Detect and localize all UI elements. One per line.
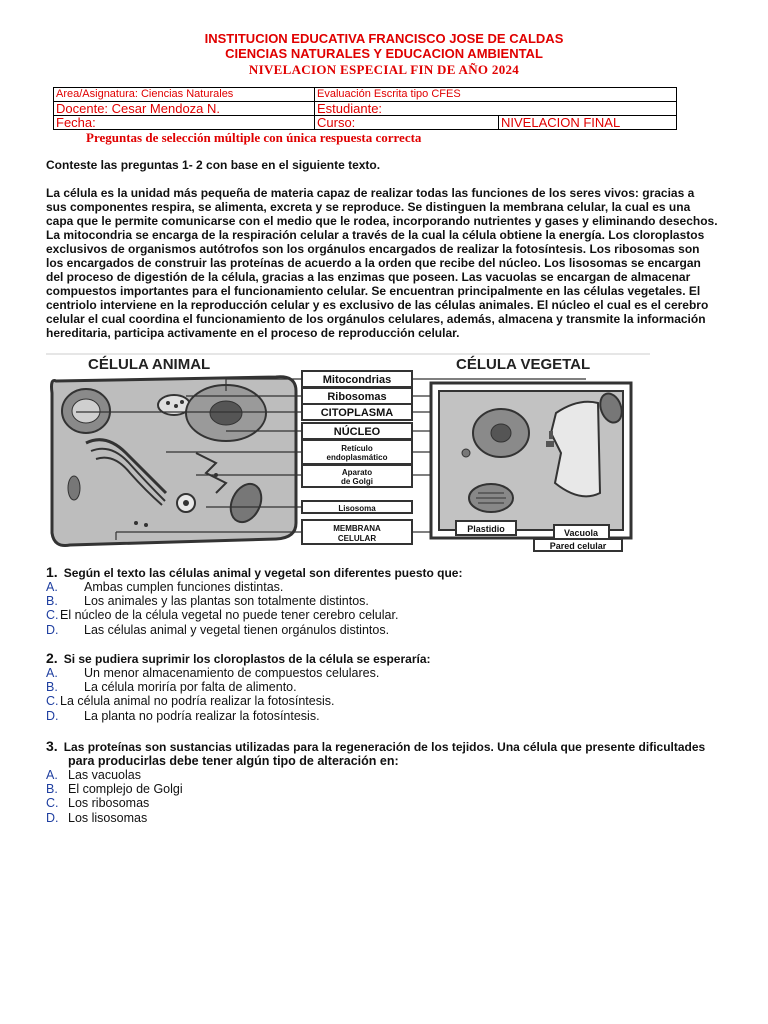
passage-line: centriolo interviene en la reproducción celular y es exclusivo de las células animales. El núcleo el cual es el cerebro (46, 298, 709, 312)
info-table (53, 87, 677, 130)
option-letter: B. (46, 594, 58, 609)
cell-diagram (46, 353, 650, 553)
option-text: Las vacuolas (68, 768, 141, 782)
option-letter: A. (46, 580, 58, 594)
subject-title: CIENCIAS NATURALES Y EDUCACION AMBIENTAL (225, 46, 543, 61)
option-text: El complejo de Golgi (68, 782, 183, 797)
evaluation-cell: Evaluación Escrita tipo CFES (315, 88, 677, 102)
plant-cell (431, 383, 631, 538)
label-pared-celular: Pared celular (549, 541, 607, 551)
option-text: La célula animal no podría realizar la fotosíntesis. (60, 694, 335, 709)
option-text: Un menor almacenamiento de compuestos celulares. (84, 666, 380, 680)
label-membrana-2: CELULAR (337, 534, 377, 543)
passage-line: La mitocondria se encarga de la respiración celular a través de la cual la célula obtiene la energía. Los cloroplastos (46, 228, 705, 242)
option-d[interactable] (46, 623, 746, 637)
label-reticulo-1: Retículo (341, 444, 373, 453)
question-text-line-2: para producirlas debe tener algún tipo de alteración en: (68, 754, 399, 768)
animal-cell-title: CÉLULA ANIMAL (88, 356, 211, 373)
option-text: El núcleo de la célula vegetal no puede tener cerebro celular. (60, 608, 399, 623)
option-text: Los ribosomas (68, 796, 150, 811)
label-citoplasma: CITOPLASMA (320, 407, 394, 419)
option-letter: D. (46, 708, 59, 723)
option-text: Las células animal y vegetal tienen orgánulos distintos. (84, 622, 390, 637)
label-nucleo: NÚCLEO (333, 426, 381, 438)
option-text: La planta no podría realizar la fotosíntesis. (84, 708, 320, 723)
option-c[interactable] (46, 694, 746, 708)
label-mitocondrias: Mitocondrias (322, 374, 392, 386)
passage-line: compuestos importantes para el funcionamiento celular. Se encuentran principalmente en las células vegetales. El (46, 284, 701, 298)
option-a[interactable] (46, 768, 746, 782)
question-number: 2. (46, 650, 58, 666)
option-b[interactable] (46, 594, 746, 608)
passage-line: celular el cual coordina el funcionamiento de los orgánulos celulares, además, almacena y transmite la información (46, 312, 706, 326)
option-letter: A. (46, 666, 58, 680)
passage-line: hereditaria, participa activamente en el proceso de reproducción celular. (46, 326, 460, 340)
label-ribosomas: Ribosomas (327, 391, 387, 403)
passage-line: los encargados de construir las proteínas de acuerdo a la orden que recibe del núcleo. Los lisosomas se encargan (46, 256, 701, 270)
question-number: 1. (46, 564, 58, 580)
option-text: Los animales y las plantas son totalmente distintos. (84, 594, 369, 609)
plant-cell-title: CÉLULA VEGETAL (456, 356, 591, 373)
label-golgi-2: de Golgi (341, 477, 373, 486)
label-membrana-1: MEMBRANA (333, 524, 381, 533)
option-a[interactable] (46, 666, 746, 680)
question-text: Según el texto las células animal y vegetal son diferentes puesto que: (63, 566, 463, 580)
option-letter: A. (46, 768, 58, 782)
option-letter: C. (46, 796, 59, 811)
option-letter: C. (46, 608, 59, 623)
option-letter: B. (46, 782, 58, 797)
option-text: Ambas cumplen funciones distintas. (84, 580, 284, 594)
label-vacuola: Vacuola (563, 528, 599, 538)
question-1 (46, 564, 746, 637)
question-text: Si se pudiera suprimir los cloroplastos de la célula se esperaría: (63, 652, 431, 666)
option-d[interactable] (46, 811, 746, 825)
date-cell[interactable]: Fecha: (54, 116, 315, 130)
area-cell: Area/Asignatura: Ciencias Naturales (54, 88, 315, 102)
section-subtitle: Preguntas de selección múltiple con única respuesta correcta (86, 130, 422, 145)
passage-line: capa que le permite comunicarse con el medio que le rodea, incorporando nutrientes y gases y eliminando desechos. (46, 214, 718, 228)
question-number: 3. (46, 738, 58, 754)
course-cell[interactable]: Curso: (315, 116, 499, 130)
option-letter: D. (46, 622, 59, 637)
option-text: Los lisosomas (68, 810, 148, 825)
question-3 (46, 738, 746, 825)
instructions: Conteste las preguntas 1- 2 con base en el siguiente texto. (46, 158, 381, 172)
option-b[interactable] (46, 782, 746, 796)
animal-cell (52, 377, 297, 546)
passage-line: sus componentes respira, se alimenta, excreta y se reproduce. Se distinguen la membrana celular, la cual es una (46, 200, 691, 214)
label-plastidio: Plastidio (467, 524, 505, 534)
option-letter: D. (46, 810, 59, 825)
label-golgi-1: Aparato (341, 468, 373, 477)
student-cell[interactable]: Estudiante: (315, 102, 677, 116)
reading-passage (46, 186, 722, 340)
passage-line: La célula es la unidad más pequeña de materia capaz de realizar todas las funciones de los seres vivos: gracias a (46, 186, 695, 200)
teacher-cell: Docente: Cesar Mendoza N. (54, 102, 315, 116)
school-name: INSTITUCION EDUCATIVA FRANCISCO JOSE DE CALDAS (204, 31, 564, 46)
option-a[interactable] (46, 580, 746, 594)
label-lisosoma: Lisosoma (338, 504, 376, 513)
option-c[interactable] (46, 608, 746, 622)
option-b[interactable] (46, 680, 746, 694)
option-letter: B. (46, 680, 58, 695)
exam-title: NIVELACION ESPECIAL FIN DE AÑO 2024 (248, 62, 520, 77)
level-cell: NIVELACION FINAL (499, 116, 677, 130)
option-c[interactable] (46, 796, 746, 810)
question-2 (46, 650, 746, 723)
option-text: La célula moriría por falta de alimento. (84, 680, 297, 695)
option-d[interactable] (46, 709, 746, 723)
passage-line: del proceso de digestión de la célula, gracias a las enzimas que poseen. Las vacuolas se encargan de almacenar (46, 270, 691, 284)
passage-line: exclusivos de organismos autótrofos son los orgánulos encargados de realizar la fotosíntesis. Los ribosomas son (46, 242, 700, 256)
question-text-line-1: Las proteínas son sustancias utilizadas para la regeneración de los tejidos. Una célula que presente dificultades (63, 740, 706, 754)
option-letter: C. (46, 694, 59, 709)
label-reticulo-2: endoplasmático (326, 453, 388, 462)
